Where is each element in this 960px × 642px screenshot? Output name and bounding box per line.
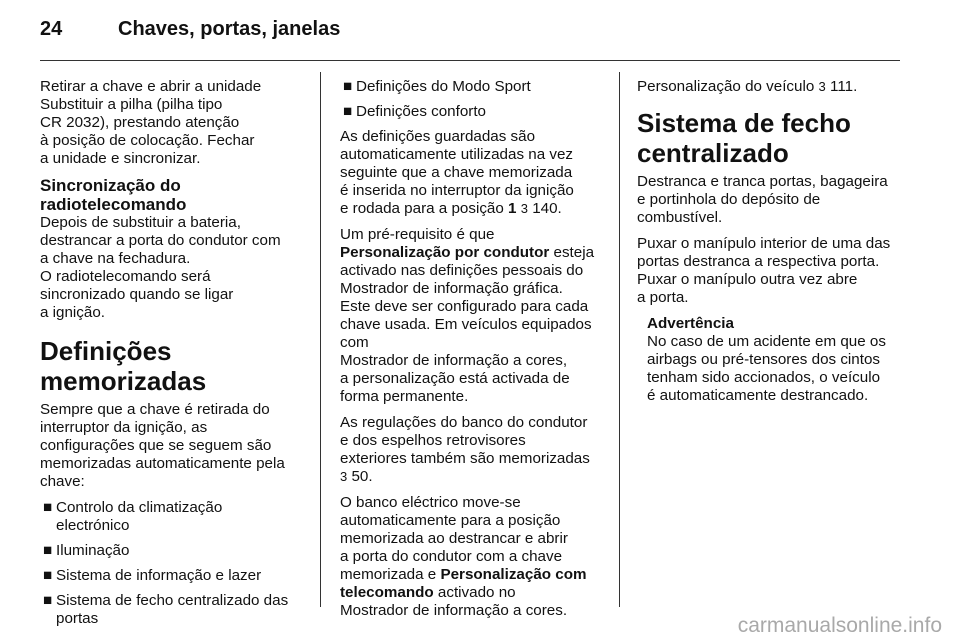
text: As regulações do banco do condutor e dos espelhos retrovisores exteriores também são memorizadas (340, 414, 590, 467)
text: Um pré-requisito é que (340, 226, 495, 243)
bullet-icon: ■ (343, 78, 353, 95)
text: As definições guardadas são automaticamente utilizadas na vez seguinte que a chave memorizada é inserida no interruptor da ignição e rodada para a posição (340, 128, 574, 217)
paragraph-prerequisite (340, 226, 606, 406)
list-item (40, 567, 308, 585)
column-3 (637, 78, 905, 413)
heading-central-locking: Sistema de fecho centralizado (637, 108, 851, 168)
warning-title: Advertência (647, 315, 734, 332)
paragraph-seat-mirrors (340, 414, 606, 486)
paragraph-electric-seat (340, 494, 606, 620)
column-divider (320, 72, 321, 607)
text: esteja activado nas definições pessoais do Mostrador de informação gráfica. Este deve ser configurado para cada chave usada. Em veículos equipados com Mostrador de informação a cores, a personalização está activada de forma permanente. (340, 244, 595, 405)
list-item-text: Sistema de fecho centralizado das portas (56, 592, 289, 627)
paragraph-central-locking: Destranca e tranca portas, bagageira e portinhola do depósito de combustível. (637, 173, 888, 226)
header-rule (40, 60, 900, 61)
page-number: 24 (40, 18, 63, 40)
paragraph-replace-battery: Retirar a chave e abrir a unidade Substituir a pilha (pilha tipo CR 2032), prestando atenção à posição de colocação. Fechar a unidade e sincronizar. (40, 78, 262, 167)
heading-memorized-settings: Definições memorizadas (40, 336, 207, 396)
column-divider (619, 72, 620, 607)
paragraph-door-handle: Puxar o manípulo interior de uma das portas destranca a respectiva porta. Puxar o manípulo outra vez abre a porta. (637, 235, 891, 306)
paragraph-sync: Depois de substituir a bateria, destrancar a porta do condutor com a chave na fechadura. O radiotelecomando será sincronizado quando se ligar a ignição. (40, 214, 281, 321)
list-item-text: Iluminação (56, 542, 130, 559)
bold-term: Personalização com telecomando (340, 566, 587, 601)
watermark: carmanualsonline.info (737, 614, 942, 637)
list-item (40, 592, 308, 628)
list-item-text: Sistema de informação e lazer (56, 567, 262, 584)
bullet-icon: ■ (43, 567, 53, 584)
list-item (340, 103, 606, 121)
text: Personalização do veículo (637, 78, 819, 95)
bullet-icon: ■ (43, 592, 53, 609)
paragraph-stored-settings (340, 128, 606, 218)
page-reference[interactable]: 50. (351, 468, 373, 485)
reference-arrow-icon: 3 (340, 469, 348, 484)
list-item (340, 78, 606, 96)
bullet-icon: ■ (43, 499, 53, 516)
text: O banco eléctrico move-se automaticamente para a posição memorizada ao destrancar e abrir a porta do condutor com a chave memorizada e (340, 494, 568, 583)
paragraph-memorized: Sempre que a chave é retirada do interruptor da ignição, as configurações que se seguem são memorizadas automaticamente pela chave: (40, 401, 285, 490)
bold-term: Personalização por condutor (340, 244, 550, 261)
list-item-text: Definições do Modo Sport (356, 78, 531, 95)
settings-list-cont (340, 78, 606, 121)
page-title: Chaves, portas, janelas (118, 18, 341, 40)
ignition-position: 1 (508, 200, 517, 217)
reference-arrow-icon: 3 (818, 79, 826, 94)
column-1 (40, 78, 308, 635)
column-2 (340, 78, 606, 628)
page-reference[interactable]: 111. (830, 78, 858, 95)
reference-arrow-icon: 3 (520, 201, 528, 216)
page-header (40, 18, 340, 50)
paragraph-vehicle-personalization (637, 78, 905, 96)
list-item (40, 499, 308, 535)
bullet-icon: ■ (343, 103, 353, 120)
heading-sync: Sincronização do radiotelecomando (40, 176, 187, 214)
warning-box (637, 315, 905, 405)
settings-list (40, 499, 308, 628)
page-reference[interactable]: 140. (532, 200, 562, 217)
list-item-text: Definições conforto (356, 103, 487, 120)
list-item (40, 542, 308, 560)
warning-text: No caso de um acidente em que os airbags ou pré-tensores dos cintos tenham sido accionados, o veículo é automaticamente destrancado. (647, 333, 886, 404)
bullet-icon: ■ (43, 542, 53, 559)
text: activado no Mostrador de informação a cores. (340, 584, 568, 619)
list-item-text: Controlo da climatização electrónico (56, 499, 223, 534)
